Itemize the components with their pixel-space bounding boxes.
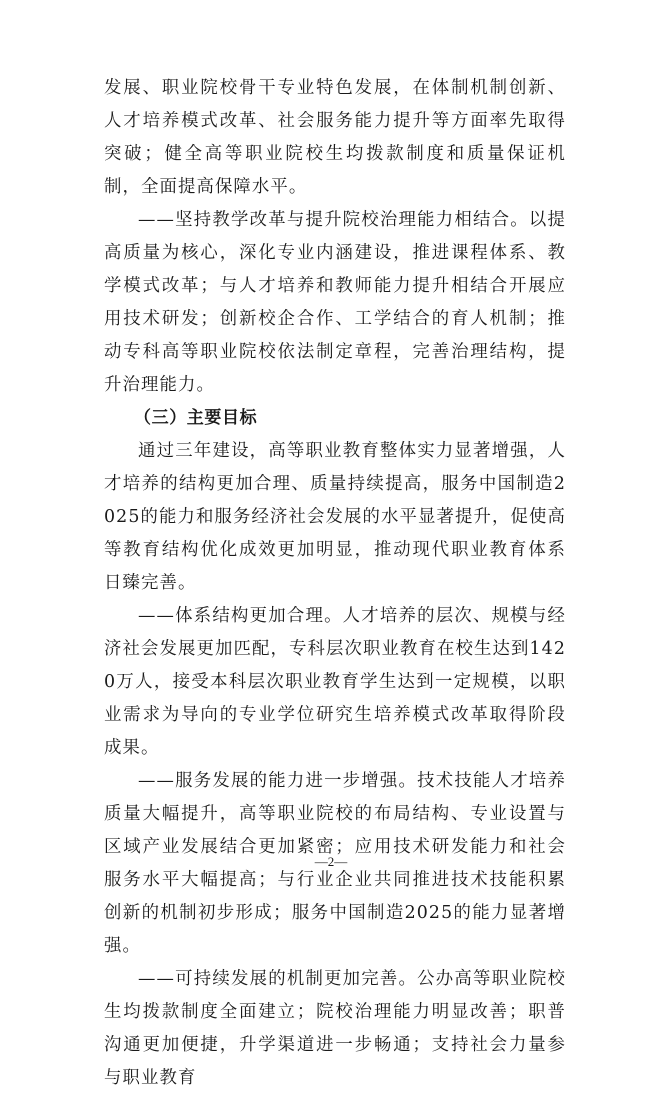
paragraph-overall-goal: 通过三年建设，高等职业教育整体实力显著增强，人才培养的结构更加合理、质量持续提高，服务中国制造2025的能力和服务经济社会发展的水平显著提升，促使高等教育结构优化成效更加明显，推动现代职业教育体系日臻完善。 — [104, 441, 566, 593]
paragraph-service-capability: ——服务发展的能力进一步增强。技术技能人才培养质量大幅提升，高等职业院校的布局结构、专业设置与区域产业发展结合更加紧密；应用技术研发能力和社会服务水平大幅提高；与行业企业共同推进技术技能积累创新的机制初步形成；服务中国制造2025的能力显著增强。 — [104, 771, 566, 956]
section-heading-main-goals: （三）主要目标 — [134, 408, 258, 428]
paragraph-system-structure: ——体系结构更加合理。人才培养的层次、规模与经济社会发展更加匹配，专科层次职业教育在校生达到1420万人，接受本科层次职业教育学生达到一定规模，以职业需求为导向的专业学位研究生培养模式改革取得阶段成果。 — [104, 606, 566, 758]
paragraph-teaching-reform: ——坚持教学改革与提升院校治理能力相结合。以提高质量为核心，深化专业内涵建设，推进课程体系、教学模式改革；与人才培养和教师能力提升相结合开展应用技术研发；创新校企合作、工学结合的育人机制；推动专科高等职业院校依法制定章程，完善治理结构，提升治理能力。 — [104, 210, 566, 395]
page-body — [104, 72, 566, 1095]
paragraph-sustainable-mechanism: ——可持续发展的机制更加完善。公办高等职业院校生均拨款制度全面建立；院校治理能力明显改善；职普沟通更加便捷，升学渠道进一步畅通；支持社会力量参与职业教育 — [104, 969, 566, 1088]
page-number: —2— — [314, 854, 348, 869]
paragraph-continuation: 发展、职业院校骨干专业特色发展，在体制机制创新、人才培养模式改革、社会服务能力提升等方面率先取得突破；健全高等职业院校生均拨款制度和质量保证机制，全面提高保障水平。 — [104, 78, 566, 197]
